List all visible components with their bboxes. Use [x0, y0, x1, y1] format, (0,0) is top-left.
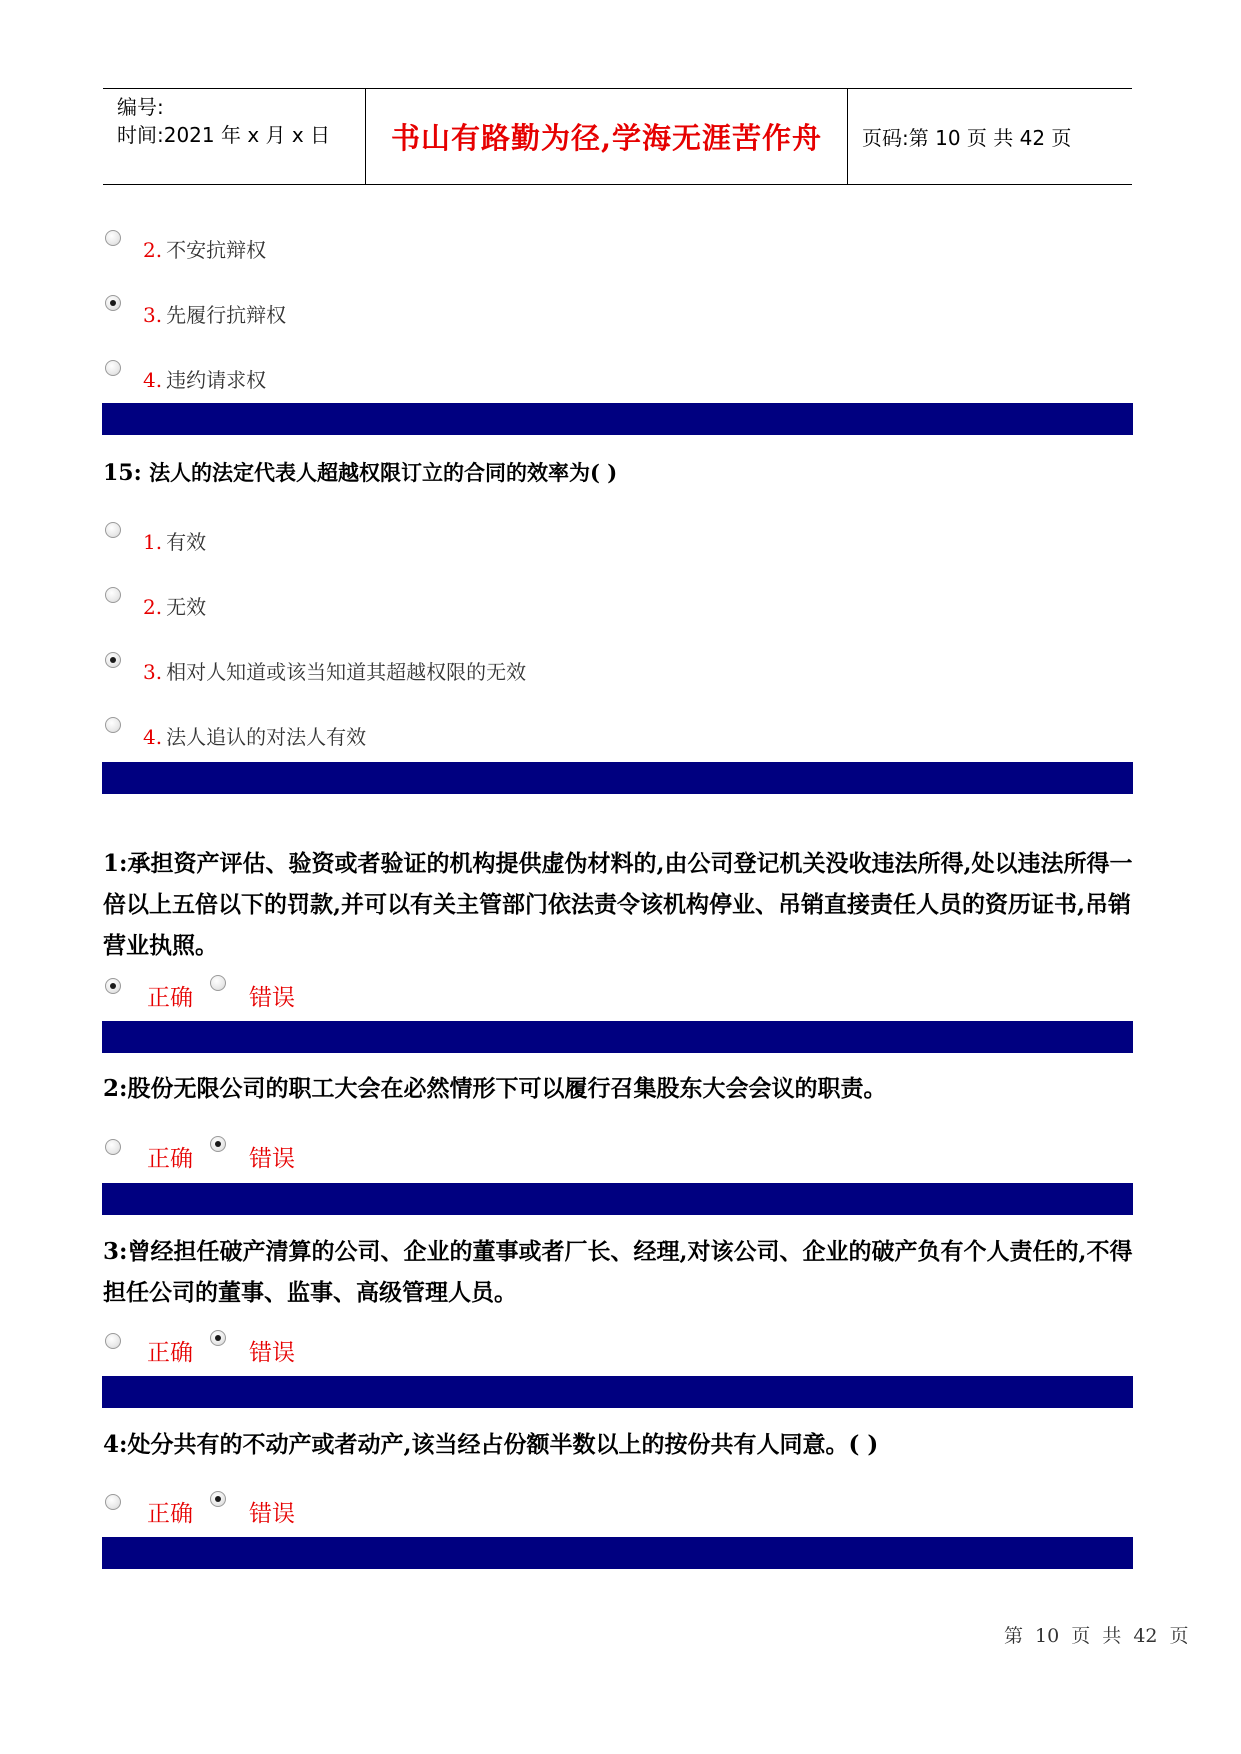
option-number: 3. — [143, 660, 163, 684]
option-text: 法人追认的对法人有效 — [166, 725, 367, 749]
true-radio[interactable] — [105, 1139, 121, 1155]
time-label: 时间:2021 年 x 月 x 日 — [117, 123, 331, 147]
true-label[interactable]: 正确 — [147, 1146, 193, 1172]
option-number: 4. — [143, 368, 163, 392]
judgement-question-2: 2:股份无限公司的职工大会在必然情形下可以履行召集股东大会会议的职责。 — [103, 1075, 887, 1102]
option-item[interactable] — [143, 234, 266, 263]
option-item[interactable] — [143, 299, 286, 328]
true-label[interactable]: 正确 — [147, 1340, 193, 1366]
judgement-question-4: 4:处分共有的不动产或者动产,该当经占份额半数以上的按份共有人同意。( ) — [103, 1431, 879, 1458]
number-label: 编号: — [117, 95, 164, 119]
option-item[interactable] — [143, 721, 366, 750]
option-number: 2. — [143, 595, 163, 619]
section-divider — [102, 1021, 1133, 1053]
option-number: 4. — [143, 725, 163, 749]
option-text: 先履行抗辩权 — [166, 303, 287, 327]
false-label[interactable]: 错误 — [249, 1146, 295, 1172]
option-radio[interactable] — [105, 360, 121, 376]
option-text: 有效 — [166, 530, 207, 554]
option-text: 相对人知道或该当知道其超越权限的无效 — [166, 660, 527, 684]
option-radio[interactable] — [105, 587, 121, 603]
section-divider — [102, 1183, 1133, 1215]
false-radio[interactable] — [210, 975, 226, 991]
option-radio[interactable] — [105, 652, 121, 668]
header-page-label: 页码:第 10 页 共 42 页 — [862, 126, 1072, 150]
option-number: 1. — [143, 530, 163, 554]
option-radio[interactable] — [105, 717, 121, 733]
true-radio[interactable] — [105, 1333, 121, 1349]
page-footer: 第 10 页 共 42 页 — [1004, 1625, 1189, 1647]
option-item[interactable] — [143, 656, 526, 685]
judgement-question-3: 3:曾经担任破产清算的公司、企业的董事或者厂长、经理,对该公司、企业的破产负有个人责任的,不得担任公司的董事、监事、高级管理人员。 — [103, 1238, 1133, 1306]
page-header — [103, 88, 1132, 185]
option-radio[interactable] — [105, 522, 121, 538]
option-radio[interactable] — [105, 230, 121, 246]
false-radio[interactable] — [210, 1136, 226, 1152]
option-number: 3. — [143, 303, 163, 327]
section-divider — [102, 1376, 1133, 1408]
option-text: 违约请求权 — [166, 368, 267, 392]
true-label[interactable]: 正确 — [147, 1501, 193, 1527]
question-15 — [103, 457, 617, 487]
false-label[interactable]: 错误 — [249, 1501, 295, 1527]
question-text: 法人的法定代表人超越权限订立的合同的效率为( ) — [149, 460, 618, 485]
option-item[interactable] — [143, 591, 206, 620]
false-label[interactable]: 错误 — [249, 985, 295, 1011]
option-number: 2. — [143, 238, 163, 262]
false-label[interactable]: 错误 — [249, 1340, 295, 1366]
false-radio[interactable] — [210, 1330, 226, 1346]
header-meta — [103, 89, 366, 184]
judgement-question-1: 1:承担资产评估、验资或者验证的机构提供虚伪材料的,由公司登记机关没收违法所得,处以违法所得一倍以上五倍以下的罚款,并可以有关主管部门依法责令该机构停业、吊销直接责任人员的资历证书,吊销营业执照。 — [103, 850, 1133, 959]
true-radio[interactable] — [105, 1494, 121, 1510]
option-radio[interactable] — [105, 295, 121, 311]
question-number: 15: — [103, 460, 142, 486]
option-text: 不安抗辩权 — [166, 238, 267, 262]
option-item[interactable] — [143, 526, 206, 555]
true-label[interactable]: 正确 — [147, 985, 193, 1011]
false-radio[interactable] — [210, 1491, 226, 1507]
header-motto: 书山有路勤为径,学海无涯苦作舟 — [366, 89, 848, 184]
option-text: 无效 — [166, 595, 207, 619]
section-divider — [102, 1537, 1133, 1569]
true-radio[interactable] — [105, 978, 121, 994]
section-divider — [102, 403, 1133, 435]
section-divider — [102, 762, 1133, 794]
option-item[interactable] — [143, 364, 266, 393]
